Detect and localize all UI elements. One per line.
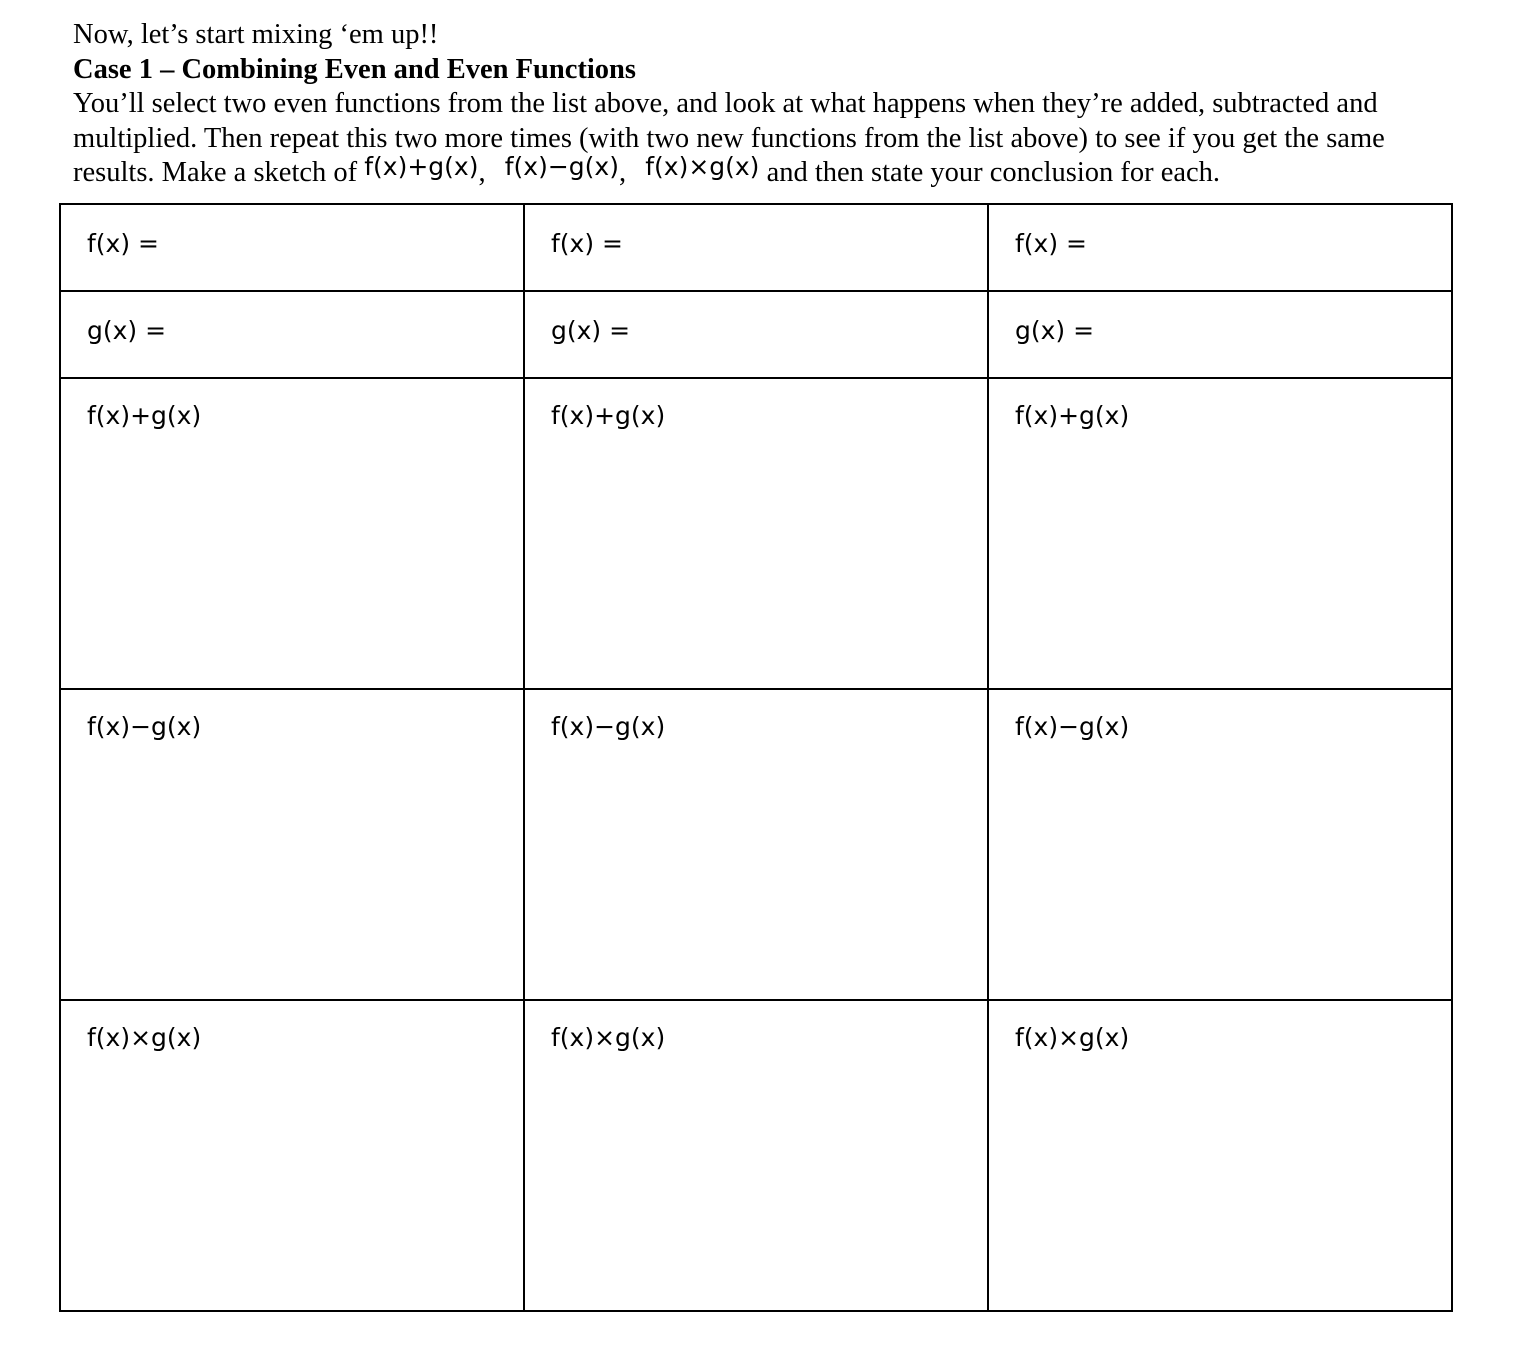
worksheet-intro — [73, 18, 1473, 191]
intro-line: Now, let’s start mixing ‘em up!! — [73, 19, 439, 50]
case-heading: Case 1 – Combining Even and Even Functions — [73, 53, 636, 85]
f-cell[interactable] — [524, 204, 988, 291]
prod-label: f(x)×g(x) — [1015, 1023, 1130, 1052]
prod-label: f(x)×g(x) — [87, 1023, 202, 1052]
prod-sketch-cell[interactable] — [60, 1000, 524, 1311]
f-cell[interactable] — [60, 204, 524, 291]
sum-label: f(x)+g(x) — [551, 401, 666, 430]
f-label: f(x) = — [87, 229, 159, 258]
worksheet-table — [59, 203, 1453, 1312]
f-label: f(x) = — [551, 229, 623, 258]
sum-sketch-cell[interactable] — [524, 378, 988, 689]
instructions-text: You’ll select two even functions from the list above, and look at what happens when they’re added, subtracted and multiplied. Then repeat this two more times (with two new functions from the list above) to see if you get the same — [73, 88, 1385, 154]
diff-sketch-cell[interactable] — [60, 689, 524, 1000]
diff-sketch-cell[interactable] — [524, 689, 988, 1000]
diff-sketch-cell[interactable] — [988, 689, 1452, 1000]
expr-sum: f(x)+g(x) — [364, 152, 479, 181]
expr-prod: f(x)×g(x) — [645, 152, 760, 181]
g-cell[interactable] — [988, 291, 1452, 378]
prod-label: f(x)×g(x) — [551, 1023, 666, 1052]
diff-label: f(x)−g(x) — [87, 712, 202, 741]
g-label: g(x) = — [87, 316, 167, 345]
g-cell[interactable] — [60, 291, 524, 378]
g-cell[interactable] — [524, 291, 988, 378]
sum-label: f(x)+g(x) — [1015, 401, 1130, 430]
g-row — [60, 291, 1452, 378]
diff-label: f(x)−g(x) — [1015, 712, 1130, 741]
prod-sketch-cell[interactable] — [524, 1000, 988, 1311]
g-label: g(x) = — [551, 316, 631, 345]
sum-label: f(x)+g(x) — [87, 401, 202, 430]
prod-sketch-cell[interactable] — [988, 1000, 1452, 1311]
sum-sketch-cell[interactable] — [988, 378, 1452, 689]
sum-row — [60, 378, 1452, 689]
diff-row — [60, 689, 1452, 1000]
g-label: g(x) = — [1015, 316, 1095, 345]
f-row — [60, 204, 1452, 291]
prod-row — [60, 1000, 1452, 1311]
sum-sketch-cell[interactable] — [60, 378, 524, 689]
f-cell[interactable] — [988, 204, 1452, 291]
sketch-suffix: and then state your conclusion for each. — [766, 157, 1221, 188]
instructions: You’ll select two even functions from the list above, and look at what happens when they’re added, subtracted and multiplied. Then repeat this two more times (with two new functions from the list above) to see if you get the same results. Make a sketch of f(x)+g(x), f(x)−g(x), f(x)×g(x) and then state your conclusion for each. — [73, 88, 1385, 188]
f-label: f(x) = — [1015, 229, 1087, 258]
sketch-prefix: results. Make a sketch of — [73, 157, 358, 188]
expr-diff: f(x)−g(x) — [504, 152, 619, 181]
diff-label: f(x)−g(x) — [551, 712, 666, 741]
